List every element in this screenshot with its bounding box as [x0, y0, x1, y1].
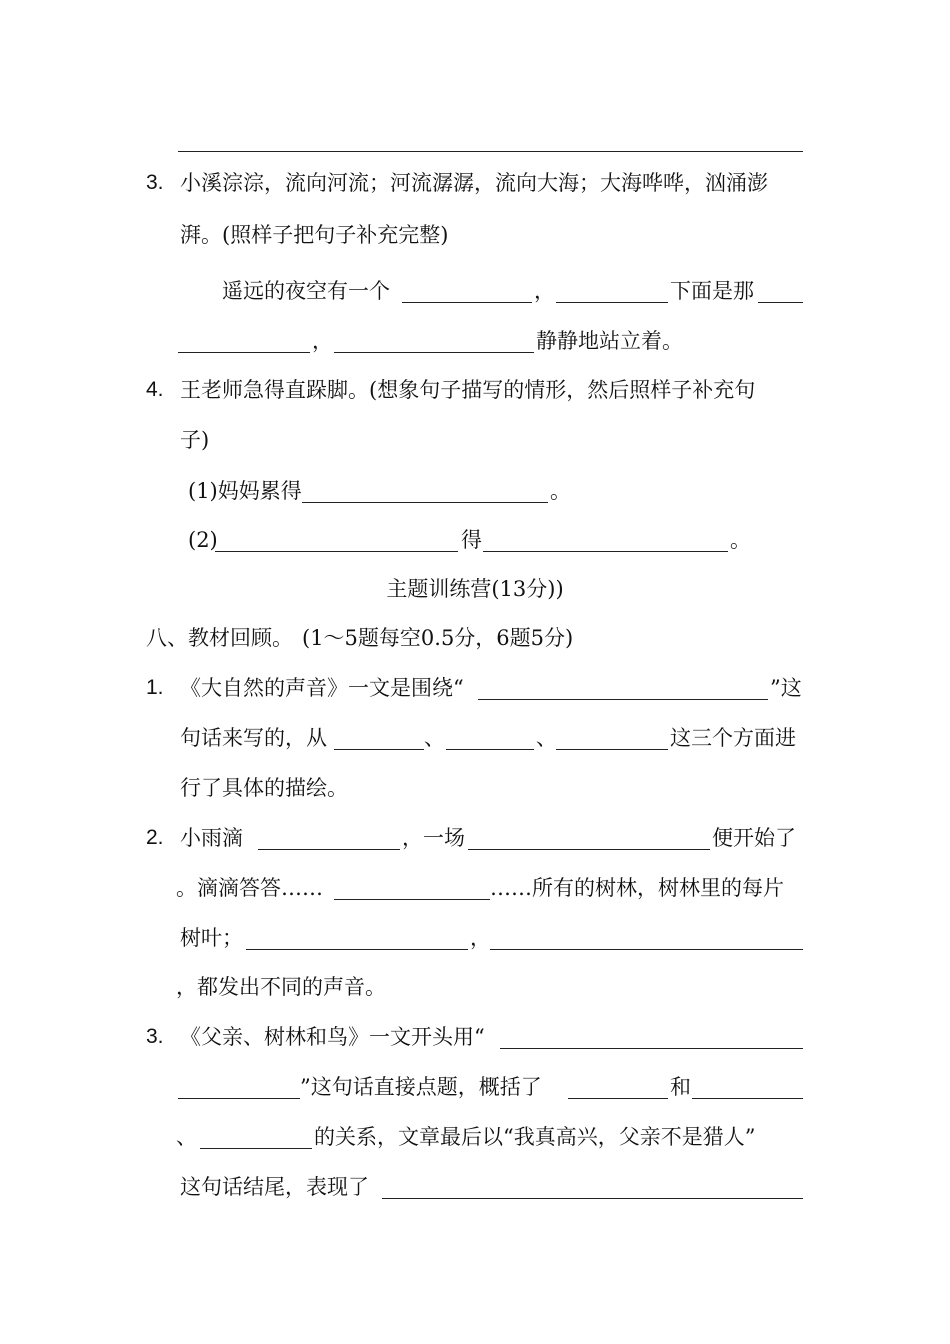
fill-text: ， — [534, 279, 555, 303]
question-text: 湃。(照样子把句子补充完整) — [180, 223, 449, 247]
fill-text: 得 — [461, 528, 482, 552]
review-3-line-4 — [0, 1167, 950, 1207]
question-text: ……所有的树林，树林里的每片 — [490, 876, 784, 900]
answer-blank[interactable] — [178, 151, 803, 152]
question-text: 和 — [670, 1075, 691, 1099]
answer-blank[interactable] — [402, 302, 532, 303]
answer-blank[interactable] — [490, 949, 803, 950]
review-3-line-2 — [0, 1067, 950, 1107]
question-4-line-2 — [0, 420, 950, 460]
question-text: 《大自然的声音》一文是围绕“ — [180, 676, 464, 700]
separator: 、 — [424, 726, 445, 750]
answer-blank[interactable] — [334, 352, 534, 353]
question-3-fill-line-2 — [0, 321, 950, 361]
question-text: 句话来写的，从 — [180, 726, 327, 750]
question-text: 这句话结尾，表现了 — [180, 1175, 369, 1199]
question-number: 2. — [146, 826, 164, 849]
question-number: 4. — [146, 378, 164, 401]
fill-text: 遥远的夜空有一个 — [222, 279, 390, 303]
question-text: ，都发出不同的声音。 — [176, 975, 386, 999]
question-text: 行了具体的描绘。 — [180, 776, 348, 800]
review-1-line-1 — [0, 668, 950, 708]
section-8-heading — [0, 618, 950, 658]
answer-blank[interactable] — [246, 949, 468, 950]
scoring-note: (1～5题每空0.5分，6题5分) — [302, 626, 574, 650]
fill-text: (1)妈妈累得 — [188, 479, 302, 503]
fill-text: 静静地站立着。 — [536, 329, 683, 353]
review-2-line-2 — [0, 868, 950, 908]
review-3-line-1 — [0, 1017, 950, 1057]
question-4-sub-2 — [0, 520, 950, 560]
answer-blank[interactable] — [500, 1048, 803, 1049]
question-text: ，一场 — [402, 826, 465, 850]
answer-blank[interactable] — [382, 1198, 803, 1199]
question-number: 3. — [146, 171, 164, 194]
answer-blank[interactable] — [478, 699, 768, 700]
question-text: 、 — [176, 1125, 197, 1149]
separator: 、 — [536, 726, 557, 750]
question-text: 的关系，文章最后以“我真高兴，父亲不是猎人” — [314, 1125, 756, 1149]
answer-blank[interactable] — [178, 1098, 300, 1099]
review-1-line-2 — [0, 718, 950, 758]
review-2-line-1 — [0, 818, 950, 858]
review-3-line-3 — [0, 1117, 950, 1157]
question-text: 小雨滴 — [180, 826, 243, 850]
question-3-line-1 — [0, 163, 950, 203]
review-1-line-3 — [0, 768, 950, 808]
answer-blank[interactable] — [178, 352, 310, 353]
answer-blank[interactable] — [568, 1098, 668, 1099]
question-4-sub-1 — [0, 471, 950, 511]
question-text: ”这句话直接点题，概括了 — [300, 1075, 542, 1099]
fill-text: (2) — [188, 528, 218, 552]
section-title: 主题训练营(13分)) — [386, 577, 564, 601]
review-2-line-4 — [0, 967, 950, 1007]
question-text: ， — [470, 926, 491, 950]
question-text: ”这 — [770, 676, 802, 700]
question-3-line-2 — [0, 215, 950, 255]
section-heading: 八、教材回顾。 — [146, 626, 293, 650]
answer-blank[interactable] — [483, 551, 728, 552]
answer-blank[interactable] — [334, 749, 424, 750]
fill-text: 。 — [730, 528, 751, 552]
fill-text: ， — [312, 329, 333, 353]
question-number: 1. — [146, 676, 164, 699]
answer-blank[interactable] — [446, 749, 534, 750]
question-text: 。滴滴答答…… — [176, 876, 323, 900]
question-text: 子) — [180, 428, 210, 452]
question-4-line-1 — [0, 370, 950, 410]
answer-blank[interactable] — [556, 749, 668, 750]
question-text: 便开始了 — [712, 826, 796, 850]
question-number: 3. — [146, 1025, 164, 1048]
fill-text: 下面是那 — [670, 279, 754, 303]
answer-blank[interactable] — [468, 849, 710, 850]
question-text: 这三个方面进 — [670, 726, 796, 750]
fill-text: 。 — [550, 479, 571, 503]
review-2-line-3 — [0, 918, 950, 958]
question-text: 王老师急得直跺脚。(想象句子描写的情形，然后照样子补充句 — [180, 378, 756, 402]
answer-blank[interactable] — [758, 302, 803, 303]
answer-blank[interactable] — [302, 502, 548, 503]
question-text: 树叶； — [180, 926, 243, 950]
question-text: 《父亲、树林和鸟》一文开头用“ — [180, 1025, 485, 1049]
answer-blank[interactable] — [334, 899, 490, 900]
answer-blank[interactable] — [556, 302, 668, 303]
answer-blank[interactable] — [692, 1098, 803, 1099]
question-text: 小溪淙淙，流向河流；河流潺潺，流向大海；大海哗哗，汹涌澎 — [180, 171, 768, 195]
answer-blank[interactable] — [258, 849, 400, 850]
answer-blank[interactable] — [215, 551, 458, 552]
question-3-fill-line-1 — [0, 271, 950, 311]
answer-blank[interactable] — [200, 1148, 312, 1149]
